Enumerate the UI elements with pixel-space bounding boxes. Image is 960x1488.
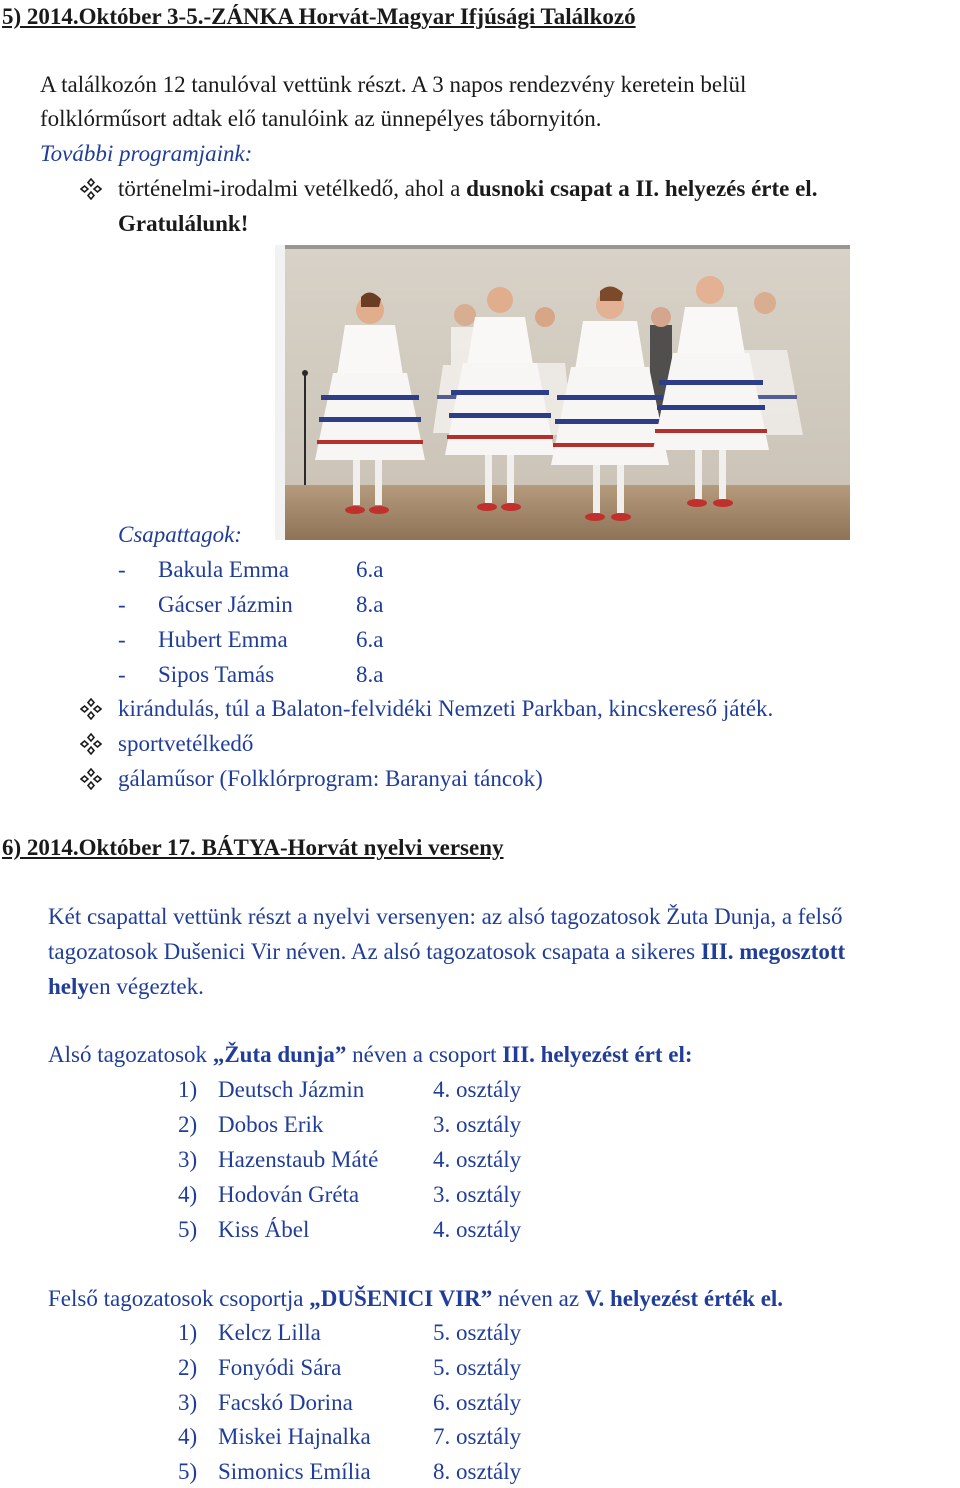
section5-paragraph-line2: folklórműsort adtak elő tanulóink az ünnepélyes tábornyitón. <box>40 106 602 131</box>
list-number: 1) <box>178 1077 198 1102</box>
team-label: Csapattagok: <box>118 522 242 547</box>
list-dash: - <box>118 557 126 582</box>
student-class: 3. osztály <box>433 1112 522 1137</box>
list-item <box>178 1424 521 1450</box>
student-class: 7. osztály <box>433 1424 522 1449</box>
folk-dance-photo <box>275 245 850 540</box>
list-dash: - <box>118 627 126 652</box>
bullet-quiz-text: történelmi-irodalmi vetélkedő, ahol a <box>118 176 467 201</box>
student-class: 3. osztály <box>433 1182 522 1207</box>
list-item <box>178 1390 521 1416</box>
list-item <box>178 1182 521 1208</box>
bullet-quiz-line1 <box>118 176 817 202</box>
list-item <box>118 627 383 653</box>
list-number: 5) <box>178 1217 198 1242</box>
member-name: Gácser Jázmin <box>158 592 293 617</box>
section5-paragraph-line1: A találkozón 12 tanulóval vettünk részt. A 3 napos rendezvény keretein belül <box>40 72 747 97</box>
list-item <box>178 1112 521 1138</box>
upper-team-heading <box>48 1286 783 1312</box>
section6-paragraph-line2 <box>48 939 845 965</box>
list-number: 3) <box>178 1147 198 1172</box>
list-item <box>178 1217 521 1243</box>
section6-paragraph-line1: Két csapattal vettünk részt a nyelvi versenyen: az alsó tagozatosok Žuta Dunja, a felső <box>48 904 843 929</box>
list-number: 1) <box>178 1320 198 1345</box>
bullet-gala: gálaműsor (Folklórprogram: Baranyai táncok) <box>118 766 543 791</box>
list-item <box>118 557 383 583</box>
upper-team-result: V. helyezést érték el. <box>584 1286 784 1311</box>
student-class: 4. osztály <box>433 1217 522 1242</box>
lower-team-result: III. helyezést ért el: <box>502 1042 693 1067</box>
member-name: Hubert Emma <box>158 627 288 652</box>
programs-label: További programjaink: <box>40 141 253 166</box>
student-name: Simonics Emília <box>218 1459 371 1484</box>
list-item <box>118 662 383 688</box>
four-diamond-bullet-icon <box>80 768 102 790</box>
student-name: Kiss Ábel <box>218 1217 310 1242</box>
student-name: Kelcz Lilla <box>218 1320 321 1345</box>
student-name: Hodován Gréta <box>218 1182 360 1207</box>
four-diamond-bullet-icon <box>80 178 102 200</box>
paragraph-result: III. megosztott <box>700 939 846 964</box>
upper-team-mid: néven az <box>492 1286 585 1311</box>
student-name: Miskei Hajnalka <box>218 1424 371 1449</box>
bullet-quiz-result: dusnoki csapat a II. helyezés érte el. <box>466 176 818 201</box>
student-name: Hazenstaub Máté <box>218 1147 379 1172</box>
bullet-sports: sportvetélkedő <box>118 731 254 756</box>
student-name: Fonyódi Sára <box>218 1355 342 1380</box>
list-dash: - <box>118 592 126 617</box>
student-class: 5. osztály <box>433 1320 522 1345</box>
lower-team-heading <box>48 1042 693 1068</box>
lower-team-name: „Žuta dunja” <box>212 1042 347 1067</box>
student-class: 5. osztály <box>433 1355 522 1380</box>
member-class: 8.a <box>356 592 384 617</box>
section5-heading: 5) 2014.Október 3-5.-ZÁNKA Horvát-Magyar Ifjúsági Találkozó <box>2 4 636 29</box>
section6-heading: 6) 2014.Október 17. BÁTYA-Horvát nyelvi verseny <box>2 835 504 860</box>
student-name: Deutsch Jázmin <box>218 1077 365 1102</box>
upper-team-name: „DUŠENICI VIR” <box>309 1286 493 1311</box>
member-class: 8.a <box>356 662 384 687</box>
member-class: 6.a <box>356 557 384 582</box>
list-dash: - <box>118 662 126 687</box>
member-name: Sipos Tamás <box>158 662 275 687</box>
list-item <box>178 1459 521 1485</box>
student-class: 6. osztály <box>433 1390 522 1415</box>
list-number: 4) <box>178 1424 198 1449</box>
lower-team-pre: Alsó tagozatosok <box>48 1042 213 1067</box>
list-item <box>178 1077 521 1103</box>
four-diamond-bullet-icon <box>80 733 102 755</box>
section6-paragraph-line3 <box>48 974 204 1000</box>
member-class: 6.a <box>356 627 384 652</box>
upper-team-pre: Felső tagozatosok csoportja <box>48 1286 310 1311</box>
student-class: 8. osztály <box>433 1459 522 1484</box>
list-item <box>178 1320 521 1346</box>
paragraph-text: tagozatosok Dušenici Vir néven. Az alsó tagozatosok csapata a sikeres <box>48 939 701 964</box>
list-number: 2) <box>178 1355 198 1380</box>
list-number: 4) <box>178 1182 198 1207</box>
member-name: Bakula Emma <box>158 557 289 582</box>
four-diamond-bullet-icon <box>80 698 102 720</box>
list-item <box>178 1147 521 1173</box>
paragraph-text-end: en végeztek. <box>88 974 204 999</box>
lower-team-mid: néven a csoport <box>346 1042 503 1067</box>
paragraph-result-end: hely <box>48 974 89 999</box>
student-name: Facskó Dorina <box>218 1390 353 1415</box>
student-class: 4. osztály <box>433 1077 522 1102</box>
list-number: 5) <box>178 1459 198 1484</box>
list-item <box>178 1355 521 1381</box>
congratulations-text: Gratulálunk! <box>118 211 249 236</box>
list-number: 3) <box>178 1390 198 1415</box>
list-number: 2) <box>178 1112 198 1137</box>
student-name: Dobos Erik <box>218 1112 324 1137</box>
student-class: 4. osztály <box>433 1147 522 1172</box>
bullet-excursion: kirándulás, túl a Balaton-felvidéki Nemzeti Parkban, kincskereső játék. <box>118 696 774 721</box>
list-item <box>118 592 383 618</box>
